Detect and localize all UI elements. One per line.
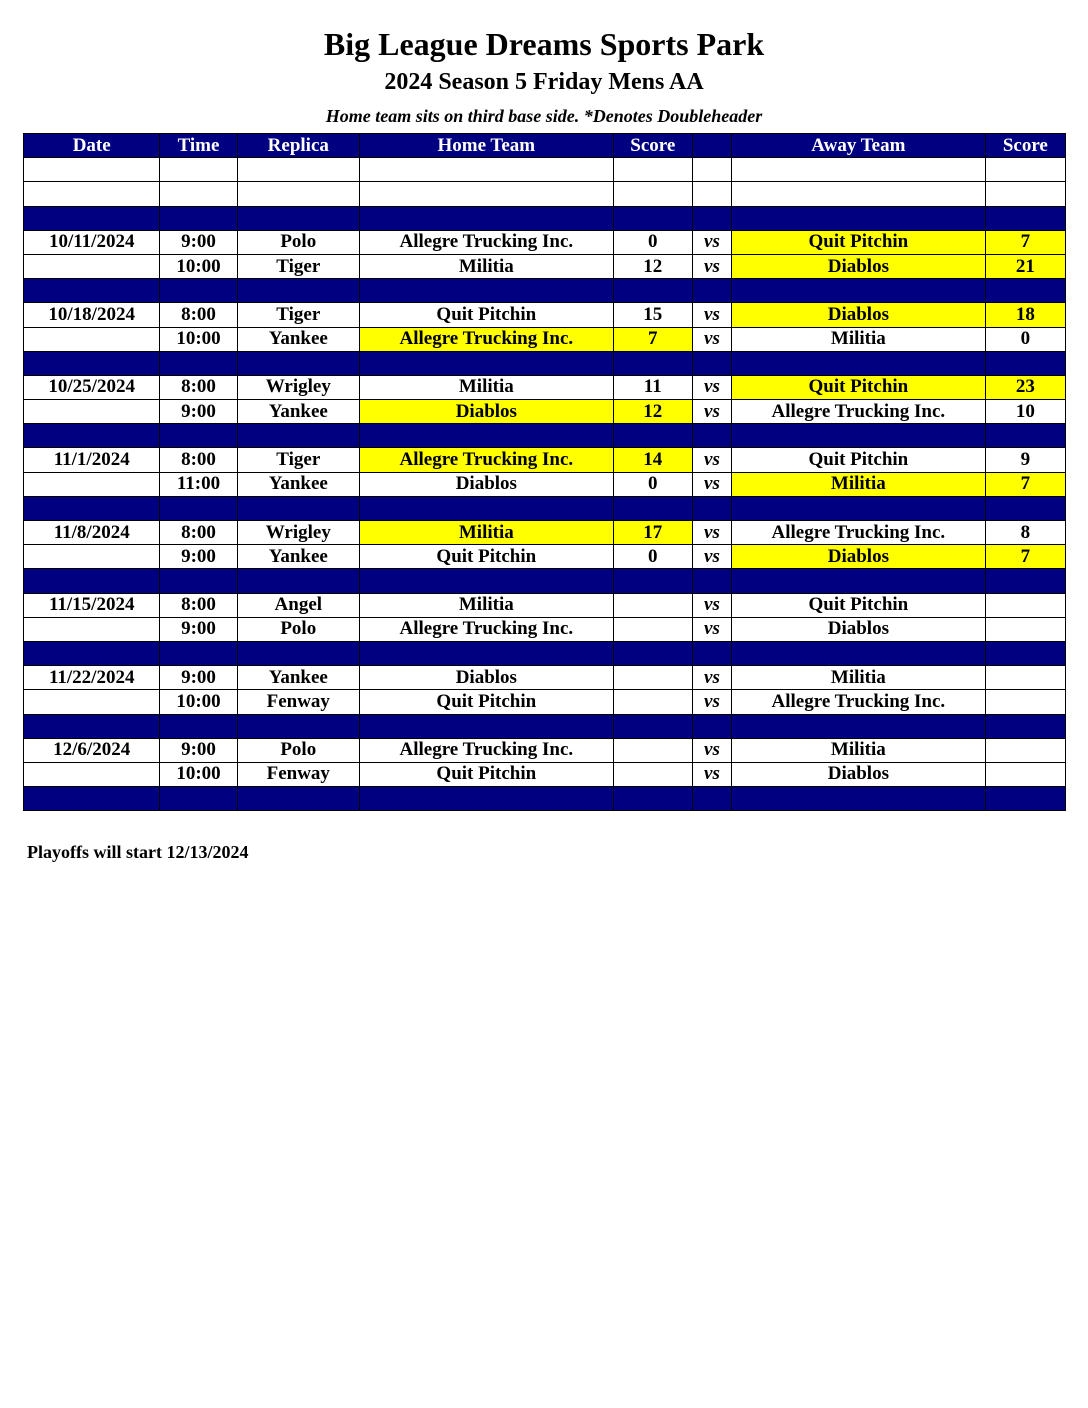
away-score-cell <box>985 787 1065 811</box>
time-cell: 8:00 <box>160 521 237 545</box>
vs-cell <box>692 424 731 448</box>
away-score-cell <box>985 158 1065 182</box>
vs-cell: vs <box>692 521 731 545</box>
vs-cell: vs <box>692 545 731 569</box>
vs-cell: vs <box>692 617 731 641</box>
time-cell: 9:00 <box>160 738 237 762</box>
home-score-cell <box>613 762 692 786</box>
vs-cell: vs <box>692 327 731 351</box>
away-score-cell: 0 <box>985 327 1065 351</box>
away-score-cell <box>985 641 1065 665</box>
home-team-cell <box>359 641 613 665</box>
vs-cell: vs <box>692 230 731 254</box>
col-header-away-team: Away Team <box>732 134 986 158</box>
game-row <box>24 593 1066 617</box>
replica-cell: Yankee <box>237 400 359 424</box>
home-team-cell: Diablos <box>359 472 613 496</box>
time-cell <box>160 569 237 593</box>
replica-cell <box>237 569 359 593</box>
away-score-cell <box>985 617 1065 641</box>
time-cell: 8:00 <box>160 375 237 399</box>
game-row <box>24 545 1066 569</box>
home-team-cell: Militia <box>359 593 613 617</box>
home-team-cell <box>359 496 613 520</box>
replica-cell: Yankee <box>237 472 359 496</box>
col-header-date: Date <box>24 134 160 158</box>
away-score-cell <box>985 279 1065 303</box>
away-score-cell <box>985 666 1065 690</box>
time-cell <box>160 206 237 230</box>
replica-cell <box>237 787 359 811</box>
away-team-cell: Diablos <box>732 303 986 327</box>
home-score-cell: 14 <box>613 448 692 472</box>
home-score-cell <box>613 158 692 182</box>
home-score-cell <box>613 351 692 375</box>
time-cell <box>160 787 237 811</box>
date-cell <box>24 787 160 811</box>
home-team-cell: Diablos <box>359 666 613 690</box>
away-team-cell <box>732 182 986 206</box>
away-score-cell <box>985 569 1065 593</box>
date-cell <box>24 496 160 520</box>
replica-cell <box>237 158 359 182</box>
date-cell <box>24 762 160 786</box>
replica-cell: Tiger <box>237 254 359 278</box>
vs-cell: vs <box>692 448 731 472</box>
time-cell: 8:00 <box>160 303 237 327</box>
replica-cell <box>237 496 359 520</box>
home-score-cell <box>613 496 692 520</box>
replica-cell: Yankee <box>237 327 359 351</box>
away-team-cell: Diablos <box>732 545 986 569</box>
away-team-cell: Militia <box>732 327 986 351</box>
replica-cell <box>237 182 359 206</box>
time-cell <box>160 424 237 448</box>
away-score-cell: 7 <box>985 545 1065 569</box>
time-cell: 10:00 <box>160 327 237 351</box>
vs-cell <box>692 714 731 738</box>
away-team-cell: Militia <box>732 738 986 762</box>
time-cell: 9:00 <box>160 230 237 254</box>
col-header-away-score: Score <box>985 134 1065 158</box>
away-score-cell <box>985 762 1065 786</box>
game-row <box>24 400 1066 424</box>
home-team-cell: Quit Pitchin <box>359 545 613 569</box>
away-team-cell <box>732 351 986 375</box>
away-team-cell: Militia <box>732 472 986 496</box>
replica-cell: Yankee <box>237 666 359 690</box>
home-team-cell <box>359 787 613 811</box>
date-cell <box>24 472 160 496</box>
home-score-cell <box>613 738 692 762</box>
date-cell <box>24 351 160 375</box>
home-team-cell: Allegre Trucking Inc. <box>359 448 613 472</box>
home-score-cell <box>613 617 692 641</box>
time-cell: 9:00 <box>160 545 237 569</box>
home-score-cell: 15 <box>613 303 692 327</box>
col-header-home-score: Score <box>613 134 692 158</box>
vs-cell <box>692 279 731 303</box>
home-score-cell <box>613 424 692 448</box>
time-cell <box>160 496 237 520</box>
home-score-cell: 12 <box>613 254 692 278</box>
away-team-cell: Diablos <box>732 254 986 278</box>
game-row <box>24 690 1066 714</box>
replica-cell: Angel <box>237 593 359 617</box>
home-team-cell: Quit Pitchin <box>359 303 613 327</box>
replica-cell <box>237 206 359 230</box>
home-team-cell <box>359 279 613 303</box>
date-cell: 11/15/2024 <box>24 593 160 617</box>
game-row <box>24 472 1066 496</box>
away-score-cell <box>985 182 1065 206</box>
away-score-cell <box>985 714 1065 738</box>
vs-cell <box>692 182 731 206</box>
away-score-cell: 23 <box>985 375 1065 399</box>
separator-row <box>24 714 1066 738</box>
game-row <box>24 762 1066 786</box>
replica-cell <box>237 279 359 303</box>
vs-cell <box>692 496 731 520</box>
replica-cell <box>237 641 359 665</box>
time-cell <box>160 351 237 375</box>
separator-row <box>24 279 1066 303</box>
away-score-cell: 8 <box>985 521 1065 545</box>
away-team-cell: Allegre Trucking Inc. <box>732 521 986 545</box>
home-score-cell <box>613 787 692 811</box>
home-team-cell: Allegre Trucking Inc. <box>359 738 613 762</box>
game-row <box>24 230 1066 254</box>
date-cell <box>24 182 160 206</box>
home-team-cell: Militia <box>359 521 613 545</box>
game-row <box>24 327 1066 351</box>
replica-cell <box>237 424 359 448</box>
doubleheader-note: Home team sits on third base side. *Denotes Doubleheader <box>325 106 763 126</box>
home-score-cell: 17 <box>613 521 692 545</box>
vs-cell: vs <box>692 254 731 278</box>
vs-cell <box>692 569 731 593</box>
separator-row <box>24 424 1066 448</box>
game-row <box>24 375 1066 399</box>
away-team-cell <box>732 787 986 811</box>
home-score-cell: 12 <box>613 400 692 424</box>
time-cell: 9:00 <box>160 666 237 690</box>
home-score-cell <box>613 641 692 665</box>
away-team-cell: Quit Pitchin <box>732 375 986 399</box>
away-team-cell: Quit Pitchin <box>732 230 986 254</box>
away-team-cell: Allegre Trucking Inc. <box>732 690 986 714</box>
away-score-cell <box>985 690 1065 714</box>
game-row <box>24 617 1066 641</box>
vs-cell <box>692 351 731 375</box>
away-team-cell <box>732 279 986 303</box>
vs-cell: vs <box>692 738 731 762</box>
home-team-cell <box>359 158 613 182</box>
date-cell <box>24 714 160 738</box>
home-score-cell: 0 <box>613 472 692 496</box>
time-cell <box>160 641 237 665</box>
game-row <box>24 448 1066 472</box>
vs-cell <box>692 641 731 665</box>
separator-row <box>24 496 1066 520</box>
vs-cell: vs <box>692 400 731 424</box>
away-team-cell <box>732 206 986 230</box>
game-row <box>24 738 1066 762</box>
date-cell <box>24 206 160 230</box>
time-cell: 8:00 <box>160 593 237 617</box>
home-team-cell <box>359 569 613 593</box>
home-team-cell: Allegre Trucking Inc. <box>359 230 613 254</box>
home-team-cell: Quit Pitchin <box>359 762 613 786</box>
time-cell <box>160 158 237 182</box>
date-cell: 10/18/2024 <box>24 303 160 327</box>
vs-cell: vs <box>692 666 731 690</box>
page-subtitle: 2024 Season 5 Friday Mens AA <box>384 69 704 95</box>
replica-cell: Polo <box>237 617 359 641</box>
away-score-cell: 21 <box>985 254 1065 278</box>
vs-cell <box>692 206 731 230</box>
away-score-cell <box>985 593 1065 617</box>
away-score-cell: 18 <box>985 303 1065 327</box>
date-cell <box>24 569 160 593</box>
home-score-cell <box>613 690 692 714</box>
home-team-cell: Allegre Trucking Inc. <box>359 617 613 641</box>
date-cell <box>24 279 160 303</box>
date-cell <box>24 424 160 448</box>
home-score-cell <box>613 666 692 690</box>
away-score-cell <box>985 424 1065 448</box>
replica-cell: Polo <box>237 738 359 762</box>
home-score-cell <box>613 206 692 230</box>
replica-cell <box>237 351 359 375</box>
away-score-cell: 7 <box>985 230 1065 254</box>
home-team-cell: Quit Pitchin <box>359 690 613 714</box>
home-score-cell <box>613 279 692 303</box>
away-score-cell <box>985 206 1065 230</box>
date-cell: 12/6/2024 <box>24 738 160 762</box>
time-cell: 11:00 <box>160 472 237 496</box>
time-cell: 8:00 <box>160 448 237 472</box>
schedule-body <box>24 158 1066 811</box>
date-cell <box>24 641 160 665</box>
away-score-cell: 10 <box>985 400 1065 424</box>
date-cell <box>24 690 160 714</box>
date-cell <box>24 158 160 182</box>
col-header-home-team: Home Team <box>359 134 613 158</box>
home-score-cell: 0 <box>613 545 692 569</box>
replica-cell: Yankee <box>237 545 359 569</box>
replica-cell: Tiger <box>237 448 359 472</box>
home-score-cell: 11 <box>613 375 692 399</box>
date-cell <box>24 545 160 569</box>
away-team-cell: Militia <box>732 666 986 690</box>
date-cell <box>24 617 160 641</box>
vs-cell: vs <box>692 375 731 399</box>
vs-cell: vs <box>692 762 731 786</box>
time-cell <box>160 714 237 738</box>
time-cell: 9:00 <box>160 400 237 424</box>
vs-cell: vs <box>692 690 731 714</box>
home-score-cell <box>613 714 692 738</box>
blank-row <box>24 158 1066 182</box>
home-team-cell <box>359 714 613 738</box>
home-team-cell <box>359 206 613 230</box>
date-cell <box>24 400 160 424</box>
schedule-table <box>23 133 1066 811</box>
replica-cell: Tiger <box>237 303 359 327</box>
time-cell: 9:00 <box>160 617 237 641</box>
blank-row <box>24 182 1066 206</box>
game-row <box>24 521 1066 545</box>
home-team-cell: Allegre Trucking Inc. <box>359 327 613 351</box>
vs-cell: vs <box>692 593 731 617</box>
time-cell: 10:00 <box>160 762 237 786</box>
away-team-cell <box>732 641 986 665</box>
time-cell <box>160 279 237 303</box>
away-team-cell <box>732 158 986 182</box>
time-cell: 10:00 <box>160 690 237 714</box>
home-team-cell <box>359 182 613 206</box>
date-cell: 11/22/2024 <box>24 666 160 690</box>
time-cell <box>160 182 237 206</box>
home-team-cell <box>359 351 613 375</box>
away-score-cell <box>985 738 1065 762</box>
col-header-time: Time <box>160 134 237 158</box>
away-team-cell: Diablos <box>732 617 986 641</box>
home-score-cell <box>613 182 692 206</box>
game-row <box>24 303 1066 327</box>
col-header-replica: Replica <box>237 134 359 158</box>
separator-row <box>24 206 1066 230</box>
date-cell: 10/11/2024 <box>24 230 160 254</box>
separator-row <box>24 787 1066 811</box>
home-score-cell: 7 <box>613 327 692 351</box>
date-cell: 11/1/2024 <box>24 448 160 472</box>
replica-cell: Polo <box>237 230 359 254</box>
home-score-cell: 0 <box>613 230 692 254</box>
time-cell: 10:00 <box>160 254 237 278</box>
replica-cell: Wrigley <box>237 375 359 399</box>
home-team-cell: Militia <box>359 254 613 278</box>
away-team-cell <box>732 714 986 738</box>
away-score-cell <box>985 351 1065 375</box>
game-row <box>24 254 1066 278</box>
away-team-cell: Allegre Trucking Inc. <box>732 400 986 424</box>
vs-cell <box>692 158 731 182</box>
away-team-cell: Quit Pitchin <box>732 593 986 617</box>
home-score-cell <box>613 569 692 593</box>
away-score-cell: 7 <box>985 472 1065 496</box>
away-score-cell <box>985 496 1065 520</box>
date-cell <box>24 254 160 278</box>
date-cell: 11/8/2024 <box>24 521 160 545</box>
away-score-cell: 9 <box>985 448 1065 472</box>
home-team-cell: Diablos <box>359 400 613 424</box>
table-header-row <box>24 134 1066 158</box>
home-team-cell <box>359 424 613 448</box>
date-cell <box>24 327 160 351</box>
page-title: Big League Dreams Sports Park <box>323 26 765 62</box>
away-team-cell <box>732 496 986 520</box>
date-cell: 10/25/2024 <box>24 375 160 399</box>
home-score-cell <box>613 593 692 617</box>
playoffs-note: Playoffs will start 12/13/2024 <box>27 842 249 862</box>
vs-cell <box>692 787 731 811</box>
game-row <box>24 666 1066 690</box>
home-team-cell: Militia <box>359 375 613 399</box>
vs-cell: vs <box>692 303 731 327</box>
away-team-cell <box>732 424 986 448</box>
away-team-cell <box>732 569 986 593</box>
replica-cell: Fenway <box>237 690 359 714</box>
vs-cell: vs <box>692 472 731 496</box>
replica-cell: Fenway <box>237 762 359 786</box>
replica-cell <box>237 714 359 738</box>
separator-row <box>24 641 1066 665</box>
replica-cell: Wrigley <box>237 521 359 545</box>
separator-row <box>24 569 1066 593</box>
col-header-vs <box>692 134 731 158</box>
away-team-cell: Diablos <box>732 762 986 786</box>
away-team-cell: Quit Pitchin <box>732 448 986 472</box>
separator-row <box>24 351 1066 375</box>
